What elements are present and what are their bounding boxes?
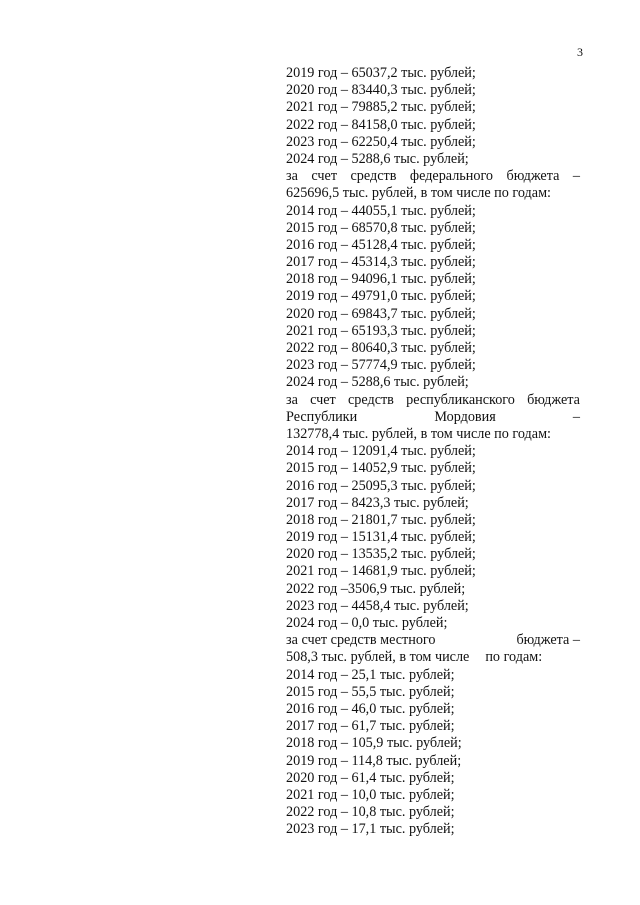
list-item: 2014 год – 25,1 тыс. рублей; bbox=[286, 666, 455, 683]
heading-word: – bbox=[572, 168, 580, 185]
list-item: 2023 год – 4458,4 тыс. рублей; bbox=[286, 597, 469, 614]
funding-text-block bbox=[286, 65, 580, 838]
heading-word: средств bbox=[347, 391, 394, 408]
list-item: 2020 год – 13535,2 тыс. рублей; bbox=[286, 546, 476, 563]
list-item: 2016 год – 46,0 тыс. рублей; bbox=[286, 700, 455, 717]
republic-budget-total: 132778,4 тыс. рублей, в том числе по годам: bbox=[286, 425, 551, 442]
list-item: 2023 год – 17,1 тыс. рублей; bbox=[286, 821, 455, 838]
republic-budget-heading bbox=[286, 392, 580, 409]
list-item: 2018 год – 21801,7 тыс. рублей; bbox=[286, 511, 476, 528]
list-item: 2015 год – 14052,9 тыс. рублей; bbox=[286, 460, 476, 477]
list-item: 2021 год – 10,0 тыс. рублей; bbox=[286, 786, 455, 803]
list-item: 2021 год – 14681,9 тыс. рублей; bbox=[286, 563, 476, 580]
list-item: 2019 год – 65037,2 тыс. рублей; bbox=[286, 65, 476, 81]
heading-word: средств bbox=[350, 168, 397, 185]
list-item: 2023 год – 57774,9 тыс. рублей; bbox=[286, 357, 476, 374]
heading-word: счет bbox=[310, 391, 336, 408]
heading-text: за счет средств местного bbox=[286, 632, 436, 649]
federal-budget-heading bbox=[286, 168, 580, 185]
list-item: 2020 год – 61,4 тыс. рублей; bbox=[286, 769, 455, 786]
list-item: 2023 год – 62250,4 тыс. рублей; bbox=[286, 133, 476, 150]
list-item: 2014 год – 44055,1 тыс. рублей; bbox=[286, 202, 476, 219]
list-item: 2020 год – 69843,7 тыс. рублей; bbox=[286, 305, 476, 322]
heading-word: бюджета bbox=[527, 391, 580, 408]
list-item: 2018 год – 94096,1 тыс. рублей; bbox=[286, 271, 476, 288]
list-item: 2015 год – 68570,8 тыс. рублей; bbox=[286, 219, 476, 236]
list-item: 2017 год – 61,7 тыс. рублей; bbox=[286, 718, 455, 735]
federal-budget-total: 625696,5 тыс. рублей, в том числе по годам: bbox=[286, 185, 551, 202]
list-item: 2022 год – 10,8 тыс. рублей; bbox=[286, 804, 455, 821]
list-item: 2022 год – 84158,0 тыс. рублей; bbox=[286, 116, 476, 133]
list-item: 2019 год – 49791,0 тыс. рублей; bbox=[286, 288, 476, 305]
heading-word: бюджета bbox=[506, 168, 560, 185]
list-item: 2015 год – 55,5 тыс. рублей; bbox=[286, 683, 455, 700]
heading-word: Республики bbox=[286, 408, 358, 425]
list-item: 2020 год – 83440,3 тыс. рублей; bbox=[286, 82, 476, 99]
local-budget-total bbox=[286, 649, 580, 666]
list-item: 2021 год – 65193,3 тыс. рублей; bbox=[286, 322, 476, 339]
list-item: 2019 год – 15131,4 тыс. рублей; bbox=[286, 529, 476, 546]
heading-word: федерального bbox=[409, 168, 494, 185]
total-text: 508,3 тыс. рублей, в том числе bbox=[286, 649, 470, 666]
total-text: по годам: bbox=[485, 649, 543, 666]
list-item: 2024 год – 5288,6 тыс. рублей; bbox=[286, 374, 469, 391]
list-item: 2019 год – 114,8 тыс. рублей; bbox=[286, 752, 462, 769]
list-item: 2022 год –3506,9 тыс. рублей; bbox=[286, 580, 466, 597]
heading-word: – bbox=[572, 408, 580, 425]
list-item: 2022 год – 80640,3 тыс. рублей; bbox=[286, 340, 476, 356]
list-item: 2017 год – 45314,3 тыс. рублей; bbox=[286, 254, 476, 271]
list-item: 2016 год – 25095,3 тыс. рублей; bbox=[286, 477, 476, 494]
list-item: 2024 год – 5288,6 тыс. рублей; bbox=[286, 150, 469, 167]
heading-word: за bbox=[286, 168, 298, 185]
list-item: 2018 год – 105,9 тыс. рублей; bbox=[286, 735, 462, 752]
list-item: 2017 год – 8423,3 тыс. рублей; bbox=[286, 494, 469, 511]
page-number: 3 bbox=[577, 45, 583, 59]
heading-word: Мордовия bbox=[434, 408, 496, 425]
heading-word: счет bbox=[311, 168, 338, 185]
republic-budget-heading-line2 bbox=[286, 409, 580, 426]
list-item: 2016 год – 45128,4 тыс. рублей; bbox=[286, 236, 476, 253]
local-budget-heading bbox=[286, 632, 580, 649]
list-item: 2024 год – 0,0 тыс. рублей; bbox=[286, 615, 448, 631]
heading-word: республиканского bbox=[406, 391, 515, 408]
heading-text: бюджета – bbox=[516, 632, 580, 649]
list-item: 2014 год – 12091,4 тыс. рублей; bbox=[286, 443, 476, 460]
heading-word: за bbox=[286, 391, 298, 408]
list-item: 2021 год – 79885,2 тыс. рублей; bbox=[286, 99, 476, 116]
